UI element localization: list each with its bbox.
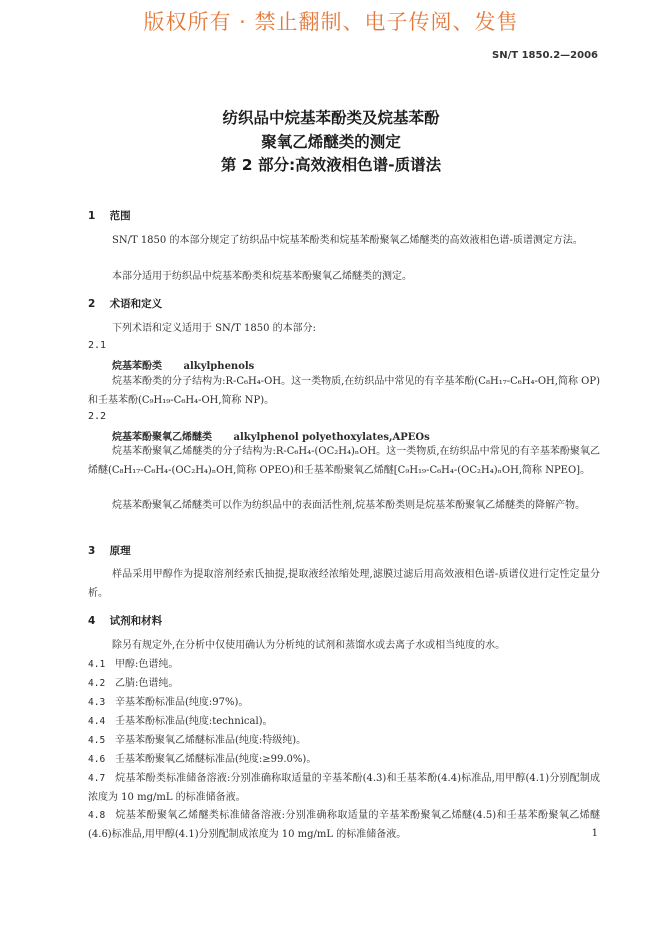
reagent-number: 4.1 <box>88 659 106 670</box>
term-2-title <box>112 428 430 443</box>
standard-number: SN/T 1850.2—2006 <box>492 50 598 61</box>
reagent-item <box>88 770 600 807</box>
reagent-item <box>88 694 600 713</box>
section-title: 范围 <box>109 210 131 222</box>
section-title: 术语和定义 <box>109 298 163 310</box>
reagents-intro: 除另有规定外,在分析中仅使用确认为分析纯的试剂和蒸馏水或去离子水或相当纯度的水。 <box>112 640 506 651</box>
section-number: 4 <box>88 615 96 627</box>
page-number: 1 <box>591 828 598 839</box>
term-1-chinese: 烷基苯酚类 <box>112 361 162 372</box>
section-number: 3 <box>88 545 96 557</box>
term-2-definition: 烷基苯酚聚氧乙烯醚类的分子结构为:R-C₆H₄-(OC₂H₄)ₙOH。这一类物质,在纺织品中常见的有辛基苯酚聚氧乙烯醚(C₈H₁₇-C₆H₄-(OC₂H₄)ₙOH,简称 OPEO)和壬基苯酚聚氧乙烯醚[C₉H₁₉-C₆H₄-(OC₂H₄)ₙOH,简称 NPEO]。 <box>88 446 600 476</box>
reagent-number: 4.4 <box>88 716 106 727</box>
section-number: 1 <box>88 210 96 222</box>
section-title: 试剂和材料 <box>109 615 163 627</box>
section-number: 2 <box>88 298 96 310</box>
reagent-text: 辛基苯酚标准品(纯度:97%)。 <box>115 697 249 708</box>
reagent-text: 烷基苯酚类标准储备溶液:分别准确称取适量的辛基苯酚(4.3)和壬基苯酚(4.4)标准品,用甲醇(4.1)分别配制成浓度为 10 mg/mL 的标准储备液。 <box>88 773 600 803</box>
term-1-number: 2.1 <box>88 340 107 351</box>
reagent-text: 乙腈:色谱纯。 <box>115 678 179 689</box>
reagent-item <box>88 807 600 844</box>
term-1-english: alkylphenols <box>183 361 255 372</box>
term-2-english: alkylphenol polyethoxylates,APEOs <box>233 432 430 443</box>
reagent-item <box>88 675 600 694</box>
reagent-item <box>88 656 600 675</box>
reagent-number: 4.2 <box>88 678 106 689</box>
reagent-text: 壬基苯酚标准品(纯度:technical)。 <box>115 716 273 727</box>
reagent-number: 4.3 <box>88 697 106 708</box>
reagent-number: 4.7 <box>88 773 106 784</box>
reagent-number: 4.8 <box>88 810 106 821</box>
reagent-item <box>88 713 600 732</box>
principle-paragraph: 样品采用甲醇作为提取溶剂经索氏抽提,提取液经浓缩处理,滤膜过滤后用高效液相色谱-质谱仪进行定性定量分析。 <box>88 569 600 599</box>
title-line-1: 纺织品中烷基苯酚类及烷基苯酚 <box>222 109 440 127</box>
term-1-definition: 烷基苯酚类的分子结构为:R-C₆H₄-OH。这一类物质,在纺织品中常见的有辛基苯酚(C₈H₁₇-C₆H₄-OH,简称 OP)和壬基苯酚(C₉H₁₉-C₆H₄-OH,简称 NP)。 <box>88 376 600 406</box>
copyright-watermark: 版权所有 · 禁止翻制、电子传阅、发售 <box>143 10 519 34</box>
reagent-number: 4.6 <box>88 754 106 765</box>
section-1-heading <box>88 208 131 223</box>
reagent-text: 烷基苯酚聚氧乙烯醚类标准储备溶液:分别准确称取适量的辛基苯酚聚氧乙烯醚(4.5)和壬基苯酚聚氧乙烯醚(4.6)标准品,用甲醇(4.1)分别配制成浓度为 10 mg/mL 的标准储备液。 <box>88 810 600 840</box>
term-2-number: 2.2 <box>88 411 107 422</box>
reagent-item <box>88 751 600 770</box>
reagent-text: 壬基苯酚聚氧乙烯醚标准品(纯度:≥99.0%)。 <box>115 754 317 765</box>
reagent-text: 辛基苯酚聚氧乙烯醚标准品(纯度:特级纯)。 <box>115 735 307 746</box>
term-1-title <box>112 357 254 372</box>
section-4-heading <box>88 613 162 628</box>
scope-paragraph-1: SN/T 1850 的本部分规定了纺织品中烷基苯酚类和烷基苯酚聚氧乙烯醚类的高效液相色谱-质谱测定方法。 <box>112 235 583 246</box>
section-2-heading <box>88 296 162 311</box>
section-3-heading <box>88 543 131 558</box>
title-line-3: 第 2 部分:高效液相色谱-质谱法 <box>220 156 442 174</box>
scope-paragraph-2: 本部分适用于纺织品中烷基苯酚类和烷基苯酚聚氧乙烯醚类的测定。 <box>112 271 412 282</box>
reagent-text: 甲醇:色谱纯。 <box>115 659 179 670</box>
reagent-item <box>88 732 600 751</box>
term-2-note: 烷基苯酚聚氧乙烯醚类可以作为纺织品中的表面活性剂,烷基苯酚类则是烷基苯酚聚氧乙烯醚类的降解产物。 <box>112 500 586 511</box>
terms-intro: 下列术语和定义适用于 SN/T 1850 的本部分: <box>112 323 316 334</box>
term-2-chinese: 烷基苯酚聚氧乙烯醚类 <box>112 432 212 443</box>
reagent-number: 4.5 <box>88 735 106 746</box>
section-title: 原理 <box>109 545 131 557</box>
title-line-2: 聚氧乙烯醚类的测定 <box>261 133 401 151</box>
